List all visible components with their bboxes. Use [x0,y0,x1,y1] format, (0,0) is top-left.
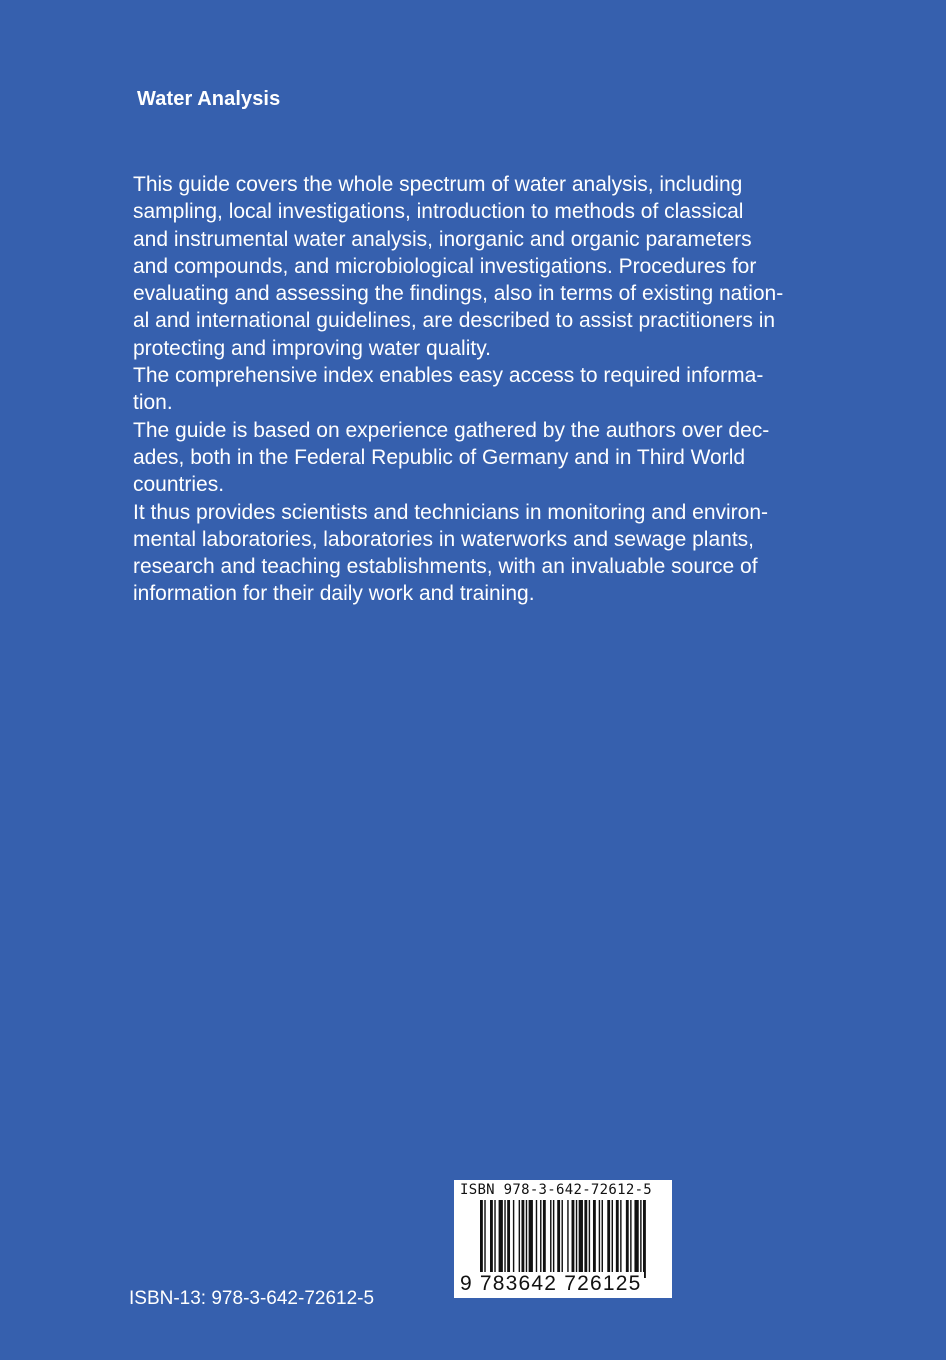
barcode-bar [630,1200,631,1272]
barcode-bar [620,1200,621,1272]
barcode-bar [643,1200,646,1278]
barcode-bar [584,1200,587,1272]
description [133,171,833,608]
barcode-bar [589,1200,590,1272]
barcode-bar [616,1200,619,1272]
barcode-bar [607,1200,610,1272]
barcode-bar [562,1200,563,1278]
barcode-bar [593,1200,596,1272]
barcode-bar [599,1200,600,1272]
description-line: It thus provides scientists and technicians in monitoring and environ- [133,500,769,524]
barcode-bar [626,1200,629,1272]
description-line: The guide is based on experience gathered by the authors over dec- [133,418,770,442]
description-line: information for their daily work and training. [133,582,535,606]
barcode-bar [553,1200,554,1272]
barcode-bar [490,1200,493,1272]
description-line: al and international guidelines, are described to assist practitioners in [133,309,776,333]
description-line: sampling, local investigations, introduction to methods of classical [133,200,744,224]
barcode-bar [480,1200,483,1278]
description-line: ades, both in the Federal Republic of Germany and in Third World [133,445,746,469]
barcode-bar [507,1200,510,1272]
barcode [454,1180,672,1298]
barcode-bar [519,1200,520,1272]
barcode-bar [529,1200,533,1272]
barcode-bar [526,1200,527,1272]
barcode-bar [499,1200,503,1272]
description-line: and compounds, and microbiological investigations. Procedures for [133,254,757,278]
barcode-isbn-label: ISBN 978-3-642-72612-5 [460,1182,653,1198]
barcode-bar [612,1200,613,1272]
description-line: protecting and improving water quality. [133,336,491,360]
barcode-bar [494,1200,495,1272]
description-line: This guide covers the whole spectrum of water analysis, including [133,173,743,196]
description-line: The comprehensive index enables easy access to required informa- [133,364,764,388]
isbn-13: ISBN-13: 978-3-642-72612-5 [129,1288,375,1309]
barcode-bar [602,1200,603,1272]
description-line: mental laboratories, laboratories in waterworks and sewage plants, [133,527,754,551]
barcode-bar [550,1200,551,1272]
description-line: countries. [133,473,225,497]
barcode-digits: 9 783642 726125 [460,1272,642,1295]
barcode-bar [504,1200,505,1272]
barcode-bar [484,1200,485,1278]
barcode-bar [572,1200,575,1272]
description-line: research and teaching establishments, with an invaluable source of [133,555,758,579]
description-line: tion. [133,391,173,415]
description-line: and instrumental water analysis, inorganic and organic parameters [133,227,752,251]
barcode-bar [557,1200,560,1272]
barcode-bar [513,1200,514,1272]
description-line: evaluating and assessing the findings, also in terms of existing nation- [133,282,784,306]
book-title: Water Analysis [137,88,281,110]
barcode-bar [567,1200,568,1272]
barcode-bar [521,1200,524,1272]
barcode-bar [634,1200,638,1272]
barcode-bar [579,1200,583,1272]
barcode-bar [543,1200,546,1272]
barcode-bar [576,1200,577,1272]
barcode-bar [540,1200,541,1272]
barcode-bar [536,1200,537,1272]
barcode-bar [640,1200,641,1278]
